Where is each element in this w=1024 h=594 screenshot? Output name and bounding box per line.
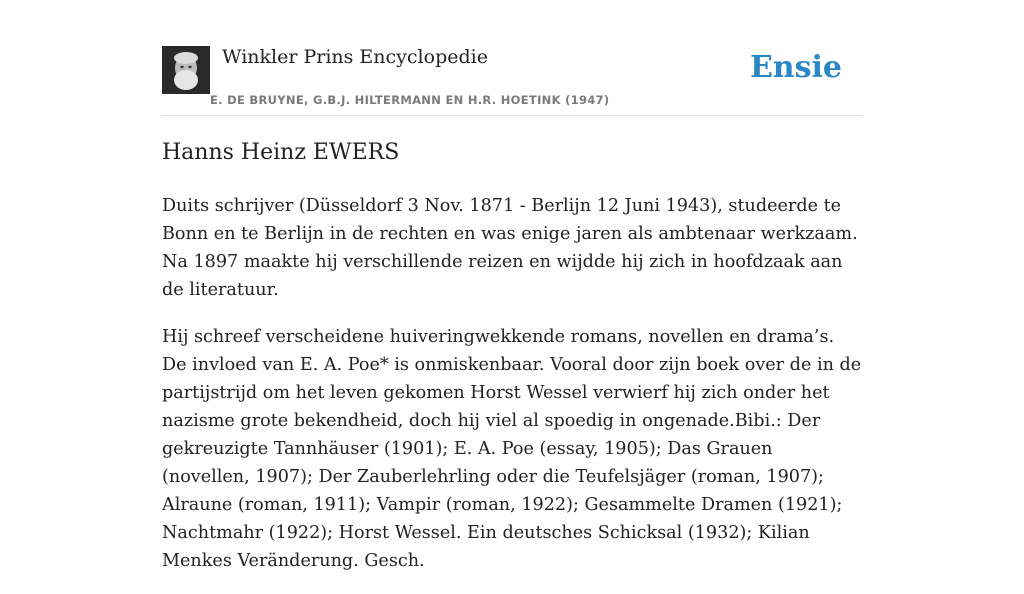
header-divider [162,115,862,116]
encyclopedia-authors: E. DE BRUYNE, G.B.J. HILTERMANN EN H.R. HOETINK (1947) [210,93,610,107]
article-paragraph-2: Hij schreef verscheidene huiveringwekkende romans, novellen en drama’s. De invloed van E. A. Poe* is onmiskenbaar. Vooral door zijn boek over de in de partijstrijd om het leven gekomen Horst Wessel verwierf hij zich onder het nazisme grote bekendheid, doch hij viel al spoedig in ongenade.Bibi.: Der gekreuzigte Tannhäuser (1901); E. A. Poe (essay, 1905); Das Grauen (novellen, 1907); Der Zauberlehrling oder die Teufelsjäger (roman, 1907); Alraune (roman, 1911); Vampir (roman, 1922); Gesammelte Dramen (1921); Nachtmahr (1922); Horst Wessel. Ein deutsches Schicksal (1932); Kilian Menkes Veränderung. Gesch. [162,327,862,571]
article-paragraph-1: Duits schrijver (Düsseldorf 3 Nov. 1871 - Berlijn 12 Juni 1943), studeerde te Bonn en te Berlijn in de rechten en was enige jaren als ambtenaar werkzaam. Na 1897 maakte hij verschillende reizen en wijdde hij zich in hoofdzaak aan de literatuur. [162,196,858,300]
article-title: Hanns Heinz EWERS [162,140,400,165]
article-body [162,192,862,594]
author-portrait-icon [162,46,210,94]
encyclopedia-title: Winkler Prins Encyclopedie [222,46,488,68]
source-header [162,46,862,116]
author-avatar [162,46,210,94]
ensie-logo[interactable]: Ensie [749,50,842,85]
